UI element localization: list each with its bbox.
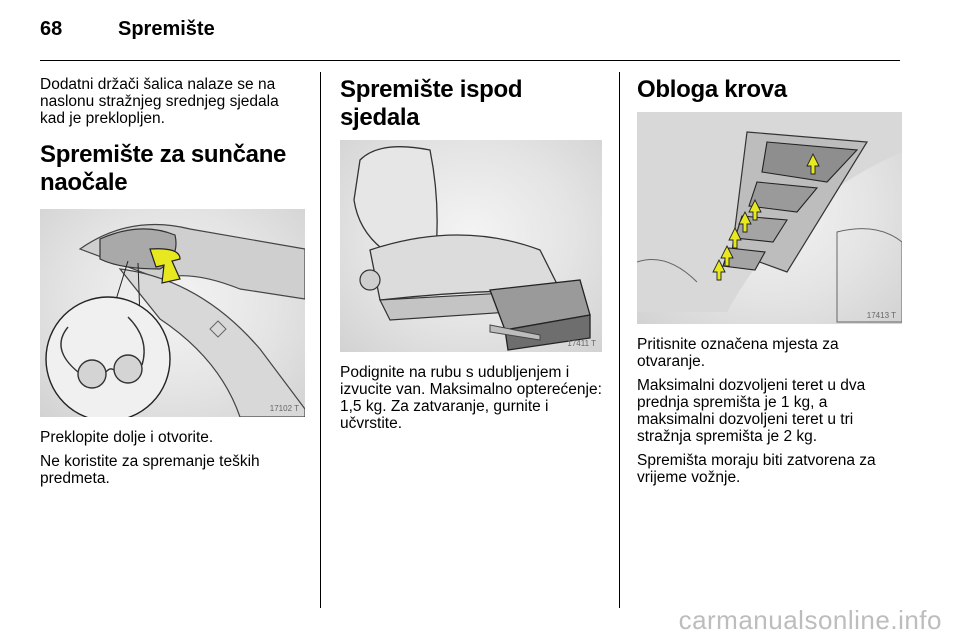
figure-code: 17411 T [567,339,596,348]
instruction-open: Preklopite dolje i otvorite. [40,429,214,446]
intro-paragraph: Dodatni držači šalica nalaze se na naslonu stražnjeg srednjeg sjedala kad je preklopljen. [40,76,279,127]
column-2 [340,76,602,439]
column-1 [40,76,302,494]
sunglasses-illustration [40,209,305,417]
under-seat-storage-figure [340,140,602,352]
roof-instruction-open: Pritisnite označena mjesta za otvaranje. [637,336,839,370]
footer-watermark: carmanualsonline.info [678,605,942,635]
column-3 [637,76,902,493]
page-number: 68 [40,18,63,40]
column-divider-1 [320,72,321,608]
under-seat-instruction: Podignite na rubu s udubljenjem i izvucite van. Maksimalno opterećenje: 1,5 kg. Za zatvaranje, gurnite i učvrstite. [340,364,602,432]
column-divider-2 [619,72,620,608]
figure-code: 17102 T [269,404,299,413]
sunglasses-storage-figure [40,209,305,417]
header-rule [40,60,900,61]
roof-instruction-load: Maksimalni dozvoljeni teret u dva prednja spremišta je 1 kg, a maksimalni dozvoljeni teret u tri stražnja spremišta je 2 kg. [637,377,866,445]
section-heading-roof-lining: Obloga krova [637,76,787,103]
roof-lining-figure [637,112,902,324]
instruction-warning: Ne koristite za spremanje teških predmeta. [40,453,260,487]
roof-instruction-closed: Spremišta moraju biti zatvorena za vrijeme vožnje. [637,452,876,486]
page-title: Spremište [118,18,215,40]
section-heading-under-seat: Spremište ispod sjedala [340,76,523,131]
seat-drawer-illustration [340,140,602,352]
section-heading-sunglasses: Spremište za sunčane naočale [40,141,287,196]
figure-code: 17413 T [866,311,896,320]
roof-storage-illustration [637,112,902,324]
